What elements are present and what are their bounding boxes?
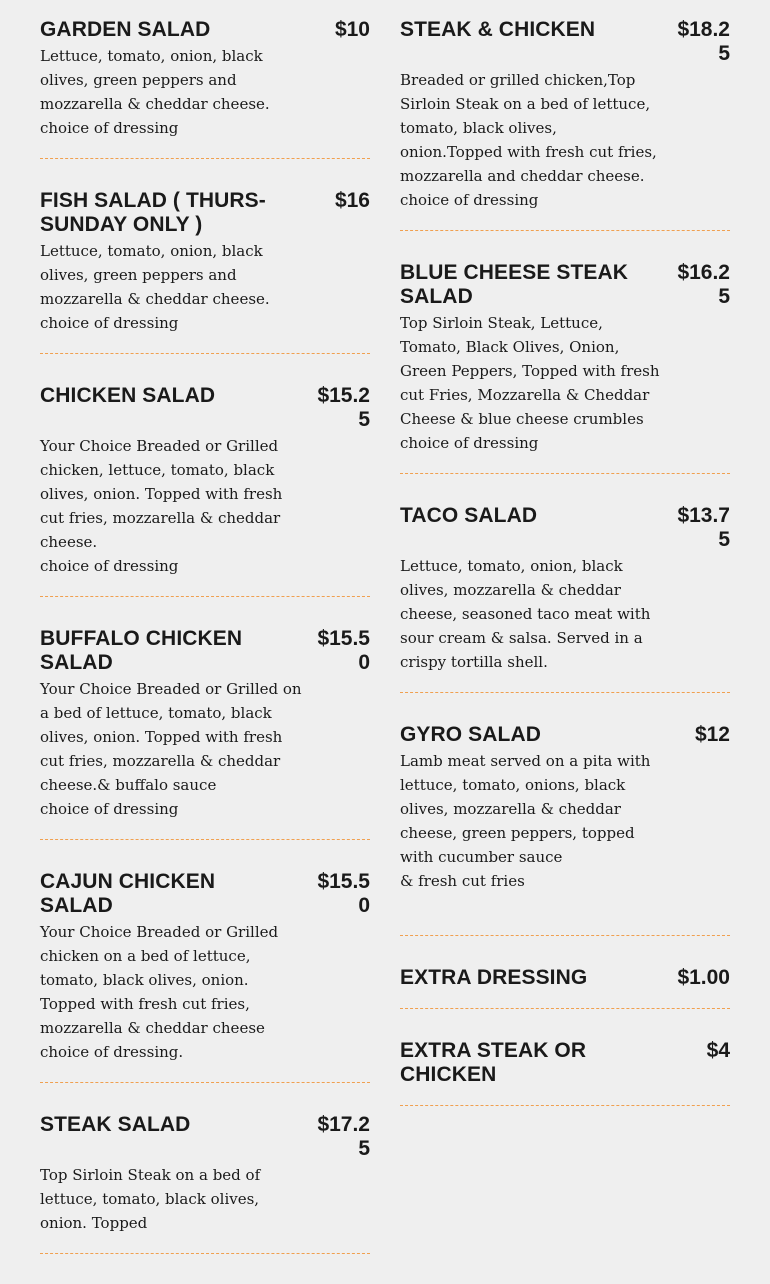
menu-item-name: EXTRA DRESSING (400, 966, 588, 989)
menu-item-price: $12 (694, 723, 730, 746)
menu-item (40, 1113, 370, 1254)
menu-item (400, 261, 730, 474)
menu-item (40, 627, 370, 840)
menu-item (40, 18, 370, 159)
menu-item-description: Lettuce, tomato, onion, black olives, green peppers and mozzarella & cheddar cheese. choice of dressing (40, 242, 270, 332)
menu-item (40, 384, 370, 597)
menu-item-header (400, 18, 730, 66)
menu-item-price: $13.75 (677, 504, 730, 551)
menu-item-header (40, 870, 370, 918)
menu-item (400, 1039, 730, 1106)
menu-item-header (400, 504, 730, 552)
menu-item-header (40, 384, 370, 432)
menu-item-price: $1.00 (677, 966, 730, 989)
menu-item-name: TACO SALAD (400, 504, 538, 527)
menu-item-price: $15.25 (317, 384, 370, 431)
menu-item-name: STEAK SALAD (40, 1113, 191, 1136)
menu-item (400, 723, 730, 936)
menu-column-right (400, 18, 730, 1136)
menu-item-name: CHICKEN SALAD (40, 384, 216, 407)
menu-item-price: $4 (706, 1039, 730, 1062)
menu-item-price: $16.25 (677, 261, 730, 308)
menu-item-header (400, 723, 730, 747)
menu-item-price: $16 (334, 189, 370, 212)
menu-item-description: Top Sirloin Steak on a bed of lettuce, tomato, black olives, onion. Topped (40, 1166, 261, 1232)
menu-item (400, 504, 730, 693)
menu-item-name: CAJUN CHICKEN SALAD (40, 870, 216, 917)
menu-item-name: STEAK & CHICKEN (400, 18, 596, 41)
menu-column-left (40, 18, 370, 1284)
menu-item (400, 966, 730, 1009)
menu-item (40, 870, 370, 1083)
menu-item-name: FISH SALAD ( THURS-SUNDAY ONLY ) (40, 189, 266, 236)
menu-item-header (40, 189, 370, 237)
menu-item-name: EXTRA STEAK OR CHICKEN (400, 1039, 587, 1086)
menu-item (400, 18, 730, 231)
menu-item-description: Lettuce, tomato, onion, black olives, green peppers and mozzarella & cheddar cheese. choice of dressing (40, 47, 270, 137)
menu-item-price: $15.50 (317, 627, 370, 674)
menu-item-description: Your Choice Breaded or Grilled chicken on a bed of lettuce, tomato, black olives, onion. Topped with fresh cut fries, mozzarella & cheddar cheese choice of dressing. (40, 923, 279, 1061)
menu-item-name: BLUE CHEESE STEAK SALAD (400, 261, 629, 308)
menu-item-description: Top Sirloin Steak, Lettuce, Tomato, Black Olives, Onion, Green Peppers, Topped with fresh cut Fries, Mozzarella & Cheddar Cheese & blue cheese crumbles choice of dressing (400, 314, 660, 452)
menu-item-header (40, 627, 370, 675)
menu-item-description: Lamb meat served on a pita with lettuce, tomato, onions, black olives, mozzarella & cheddar cheese, green peppers, topped with cucumber sauce & fresh cut fries (400, 752, 651, 890)
menu-item-description: Breaded or grilled chicken,Top Sirloin Steak on a bed of lettuce, tomato, black olives, onion.Topped with fresh cut fries, mozzarella and cheddar cheese. choice of dressing (400, 71, 657, 209)
menu-item-description: Lettuce, tomato, onion, black olives, mozzarella & cheddar cheese, seasoned taco meat with sour cream & salsa. Served in a crispy tortilla shell. (400, 557, 651, 671)
menu-item-name: GYRO SALAD (400, 723, 542, 746)
menu-item-price: $15.50 (317, 870, 370, 917)
menu-item-header (400, 261, 730, 309)
menu-item (40, 189, 370, 354)
menu-item-header (40, 1113, 370, 1161)
menu-item-name: BUFFALO CHICKEN SALAD (40, 627, 243, 674)
menu-item-description: Your Choice Breaded or Grilled chicken, lettuce, tomato, black olives, onion. Topped with fresh cut fries, mozzarella & cheddar cheese. choice of dressing (40, 437, 283, 575)
menu-item-header (400, 1039, 730, 1087)
menu-item-price: $17.25 (317, 1113, 370, 1160)
menu-item-description: Your Choice Breaded or Grilled on a bed of lettuce, tomato, black olives, onion. Topped with fresh cut fries, mozzarella & cheddar cheese.& buffalo sauce choice of dressing (40, 680, 302, 818)
menu-item-header (40, 18, 370, 42)
menu-item-name: GARDEN SALAD (40, 18, 211, 41)
menu-item-header (400, 966, 730, 990)
menu-item-price: $18.25 (677, 18, 730, 65)
menu-item-price: $10 (334, 18, 370, 41)
